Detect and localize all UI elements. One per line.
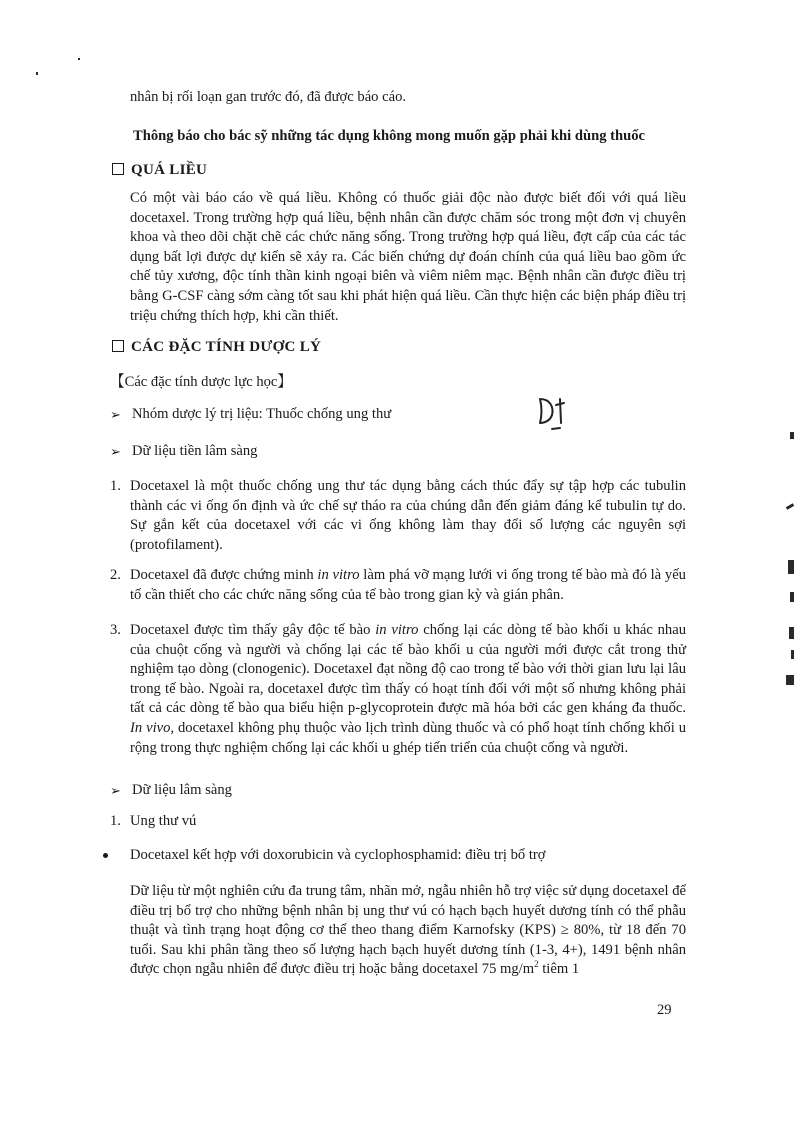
arrow-bullet-icon: ➢ xyxy=(110,784,121,799)
combination-heading: Docetaxel kết hợp với doxorubicin và cyclophosphamid: điều trị bổ trợ xyxy=(130,847,546,863)
item-2-italic: in vitro xyxy=(317,567,360,583)
study-paragraph xyxy=(130,882,686,980)
scan-edge-mark xyxy=(791,650,794,659)
scan-edge-mark xyxy=(788,560,794,574)
scan-edge-mark xyxy=(790,592,794,602)
section-heading-overdose xyxy=(112,161,207,181)
item-3-text-e: , docetaxel không phụ thuộc vào lịch trình dùng thuốc và có phổ hoạt tính chống khối u rộng trong thực nghiệm chống lại các khối u ghép tiến triển của chuột cống và người. xyxy=(130,719,686,756)
scan-edge-mark xyxy=(789,627,794,639)
study-text-end: tiêm 1 xyxy=(538,961,580,978)
therapeutic-group: Nhóm dược lý trị liệu: Thuốc chống ung thư xyxy=(132,406,392,422)
scan-edge-mark xyxy=(790,432,794,439)
scan-edge-mark xyxy=(786,503,794,510)
preclinical-heading: Dữ liệu tiền lâm sàng xyxy=(132,443,258,459)
intro-line: nhân bị rối loạn gan trước đó, đã được báo cáo. xyxy=(130,89,407,105)
preclinical-item-2 xyxy=(130,566,686,605)
list-number: 3. xyxy=(110,622,121,638)
item-3-text-a: Docetaxel được tìm thấy gây độc tế bào xyxy=(130,622,376,638)
scan-edge-mark xyxy=(786,675,794,685)
page-number: 29 xyxy=(657,1002,672,1018)
study-text: Dữ liệu từ một nghiên cứu đa trung tâm, nhãn mở, ngẫu nhiên hỗ trợ việc sử dụng docetaxel để điều trị bổ trợ cho những bệnh nhân bị ung thư vú có hạch bạch huyết dương tính có thể phẫu thuật và tình trạng hoạt động cơ thể theo thang điểm Karnofsky (KPS) ≥ 80%, từ 18 đến 70 tuổi. Sau khi phân tầng theo số lượng hạch bạch huyết dương tính (1-3, 4+), 1491 bệnh nhân được chọn ngẫu nhiên để được điều trị hoặc bằng docetaxel 75 mg/m xyxy=(130,883,686,978)
list-number: 2. xyxy=(110,567,121,583)
item-3-italic-a: in vitro xyxy=(375,622,419,638)
scan-mark xyxy=(36,72,38,75)
arrow-bullet-icon: ➢ xyxy=(110,445,121,460)
arrow-bullet-icon: ➢ xyxy=(110,408,121,423)
overdose-heading-text: QUÁ LIỀU xyxy=(131,162,208,178)
preclinical-item-1: Docetaxel là một thuốc chống ung thư tác dụng bằng cách thúc đẩy sự tập hợp các tubulin thành các vi ống ổn định và ức chế sự tháo ra của chúng dẫn đến giảm đáng kể tubulin tự do. Sự gắn kết của docetaxel với các vi ống không làm thay đổi số lượng các nguyên sợi (protofilament). xyxy=(130,478,686,553)
checkbox-icon xyxy=(112,163,124,175)
list-number: 1. xyxy=(110,478,121,494)
scan-mark xyxy=(78,58,80,60)
preclinical-item-3 xyxy=(130,621,686,758)
superscript: 2 xyxy=(534,959,539,970)
pharmacodynamics-subheading: 【Các đặc tính dược lực học】 xyxy=(110,374,292,390)
item-3-text-c: chống lại các dòng tế bào khối u khác nhau của chuột cống và người và chống lại các tế bào khối u của người mới được cắt trong thử nghiệm tạo dòng (clonogenic). Docetaxel đạt nồng độ cao trong tế bào với thời gian lưu lại lâu trong tế bào. Ngoài ra, docetaxel được tìm thấy có hoạt tính đối với một số nhưng không phải tất cả các dòng tế bào qua biểu hiện p-glycoprotein được mã hóa bởi các gen kháng đa thuốc. xyxy=(130,622,686,717)
overdose-paragraph: Có một vài báo cáo về quá liều. Không có thuốc giải độc nào được biết đối với quá liều docetaxel. Trong trường hợp quá liều, bệnh nhân cần được chăm sóc trong một đơn vị chuyên khoa và theo dõi chặt chẽ các chức năng sống. Trong trường hợp quá liều, đợt cấp của các tác dụng bất lợi được dự kiến sẽ xảy ra. Các biến chứng dự đoán chính của quá liều bao gồm ức chế tủy xương, độc tính thần kinh ngoại biên và viêm niêm mạc. Bệnh nhân cần được điều trị bằng G-CSF càng sớm càng tốt sau khi phát hiện quá liều. Cần thực hiện các biện pháp điều trị triệu chứng thích hợp, khi cần thiết. xyxy=(130,190,686,324)
checkbox-icon xyxy=(112,340,124,352)
breast-cancer-heading: Ung thư vú xyxy=(130,813,197,829)
item-2-text-a: Docetaxel đã được chứng minh xyxy=(130,567,318,583)
notice-heading: Thông báo cho bác sỹ những tác dụng không mong muốn gặp phải khi dùng thuốc xyxy=(133,128,646,144)
pharmacology-heading-text: CÁC ĐẶC TÍNH DƯỢC LÝ xyxy=(131,339,322,355)
section-heading-pharmacology xyxy=(112,338,321,358)
list-number: 1. xyxy=(110,813,121,829)
item-3-italic-b: In vivo xyxy=(130,719,171,736)
handwritten-mark xyxy=(534,393,578,433)
bullet-icon xyxy=(103,853,108,858)
item-2-text-c: làm phá vỡ mạng lưới vi ống trong tế bào mà đó là yếu tố cần thiết cho các chức năng sống của tế bào trong gian kỳ và gián phân. xyxy=(130,567,686,603)
clinical-heading: Dữ liệu lâm sàng xyxy=(132,782,232,798)
